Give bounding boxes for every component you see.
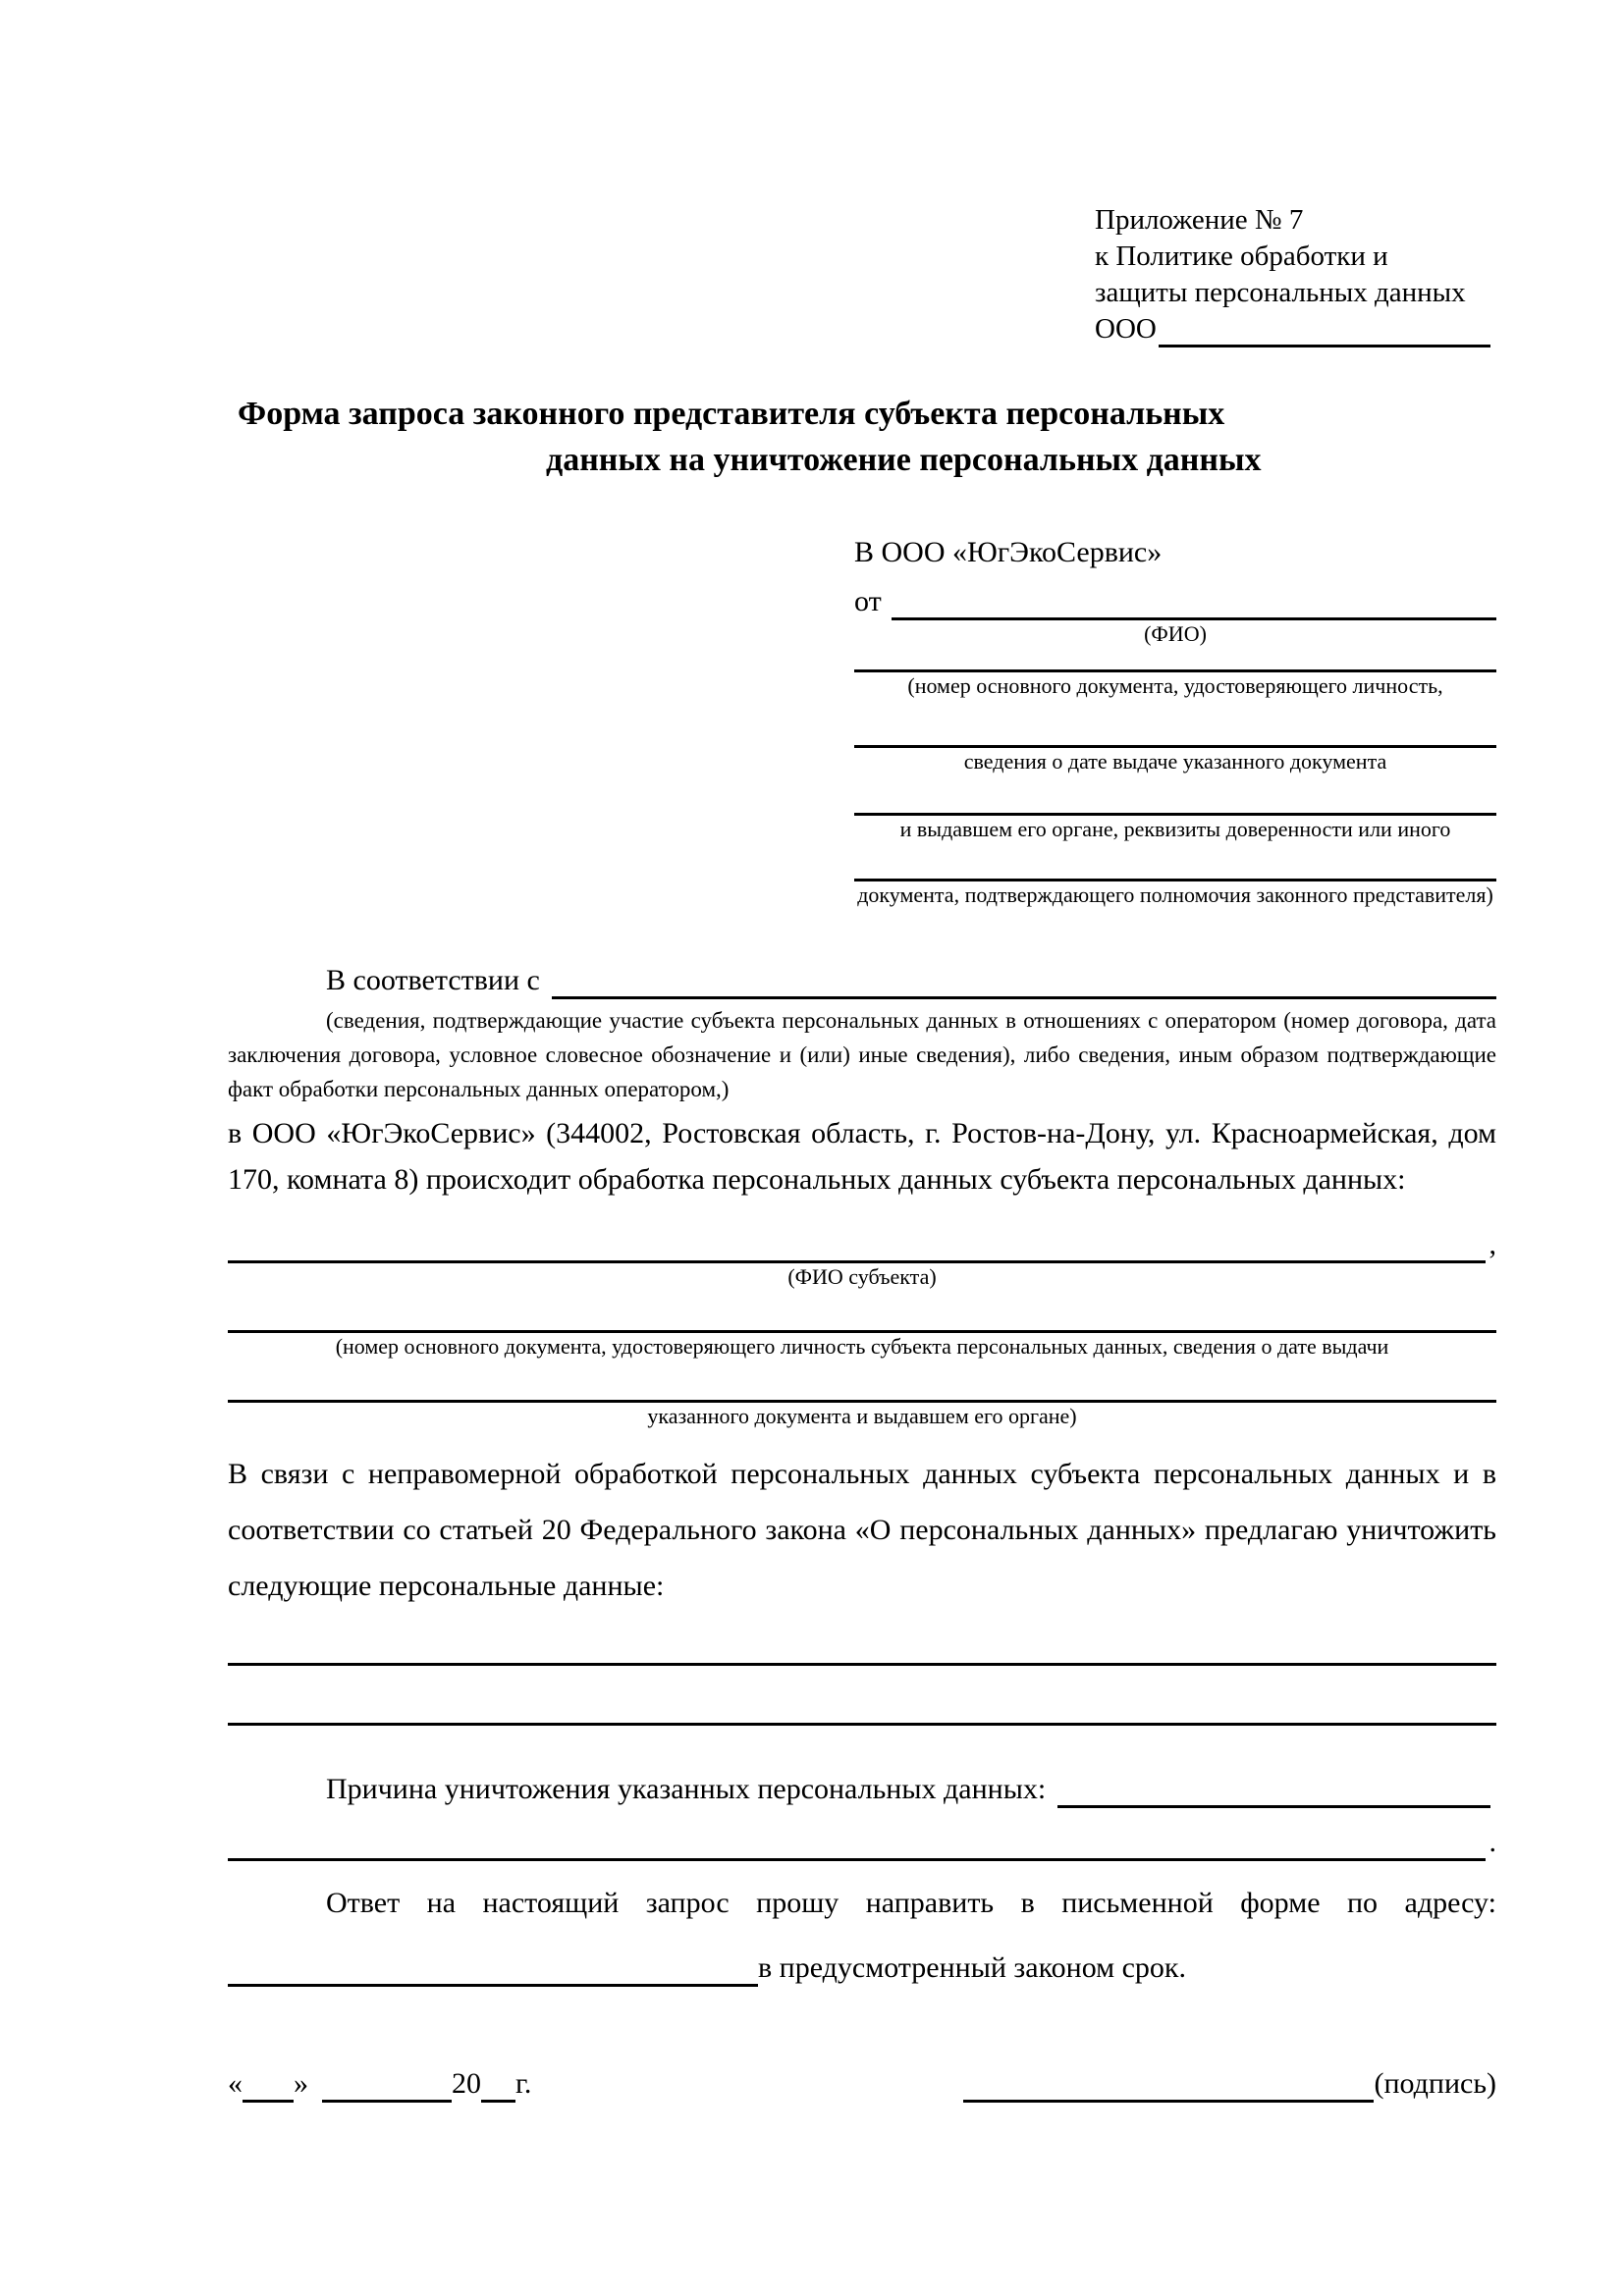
date-month-blank-field[interactable] <box>322 2090 452 2103</box>
document-caption-2: сведения о дате выдаче указанного документа <box>963 749 1387 774</box>
fio-caption: (ФИО) <box>1144 621 1207 646</box>
signature-caption: (подпись) <box>1374 2067 1496 2100</box>
subject-document-blank-field[interactable] <box>228 1291 1496 1333</box>
reason-continuation-row <box>228 1824 1496 1861</box>
data-to-destroy-blank-field-2[interactable] <box>228 1666 1496 1726</box>
addressee-to: В ООО «ЮгЭкоСервис» <box>854 536 1163 568</box>
date-quote-close: » <box>294 2067 308 2100</box>
header-line-policy: к Политике обработки и <box>1095 240 1388 272</box>
document-body <box>228 962 1496 1987</box>
signature-blank-field[interactable] <box>963 2090 1374 2103</box>
reason-label: Причина уничтожения указанных персональных данных: <box>326 1773 1047 1805</box>
data-to-destroy-blank-field-1[interactable] <box>228 1614 1496 1666</box>
accordance-row <box>228 962 1496 999</box>
representative-document-blank-field[interactable] <box>854 648 1496 672</box>
fio-subject-caption: (ФИО субъекта) <box>787 1264 937 1289</box>
subject-name-row <box>228 1226 1496 1263</box>
date-year-suffix: г. <box>515 2067 532 2100</box>
reason-row <box>228 1771 1496 1808</box>
ooo-name-blank-field[interactable] <box>1159 335 1490 347</box>
header-line-appendix: Приложение № 7 <box>1095 204 1304 236</box>
representative-name-blank-field[interactable] <box>892 608 1496 620</box>
answer-paragraph: Ответ на настоящий запрос прошу направить в письменной форме по адресу: <box>326 1887 1496 1919</box>
subject-name-blank-field[interactable] <box>228 1251 1486 1263</box>
title-line-1: Форма запроса законного представителя субъекта персональных <box>238 396 1225 432</box>
subject-document-caption-1: (номер основного документа, удостоверяющего личность субъекта персональных данных, сведения о дате выдачи <box>335 1334 1389 1359</box>
signature-group <box>963 2065 1496 2103</box>
date-year-blank-field[interactable] <box>481 2090 515 2103</box>
from-row <box>854 583 1496 620</box>
title-line-2: данных на уничтожение персональных данных <box>546 442 1262 478</box>
document-caption-3: и выдавшем его органе, реквизиты доверенности или иного <box>899 817 1451 841</box>
from-label: от <box>854 585 882 617</box>
document-caption-4: документа, подтверждающего полномочия законного представителя) <box>857 882 1493 907</box>
unlawful-processing-paragraph: В связи с неправомерной обработкой персональных данных субъекта персональных данных и в соответствии со статьей 20 Федерального закона «О персональных данных» предлагаю уничтожить следующие персональные данные: <box>228 1458 1496 1602</box>
authority-document-blank-field[interactable] <box>854 843 1496 881</box>
document-issue-date-blank-field[interactable] <box>854 700 1496 748</box>
subject-document-authority-blank-field[interactable] <box>228 1361 1496 1403</box>
date-quote-open: « <box>228 2067 243 2100</box>
date-day-blank-field[interactable] <box>243 2090 294 2103</box>
subject-line-comma: , <box>1489 1228 1496 1260</box>
header-line-protection: защиты персональных данных <box>1095 277 1466 308</box>
answer-suffix: в предусмотренный законом срок. <box>758 1951 1186 1984</box>
accordance-fine-print: (сведения, подтверждающие участие субъекта персональных данных в отношениях с оператором (номер договора, дата заключения договора, условное словесное обозначение и (или) иные сведения), либо сведения, иным образом подтверждающие факт обработки персональных данных оператором,) <box>228 1008 1496 1101</box>
issuing-authority-blank-field[interactable] <box>854 775 1496 816</box>
header-ooo-label: ООО <box>1095 313 1157 345</box>
accordance-label: В соответствии с <box>326 964 540 996</box>
addressee-block <box>854 534 1496 909</box>
answer-address-row <box>228 1949 1496 1987</box>
date-year-prefix: 20 <box>452 2067 481 2100</box>
reason-blank-field[interactable] <box>1057 1795 1490 1808</box>
reason-blank-field-2[interactable] <box>228 1848 1486 1861</box>
header-ooo-row <box>1095 311 1490 347</box>
answer-address-blank-field[interactable] <box>228 1974 758 1987</box>
document-caption-1: (номер основного документа, удостоверяющего личность, <box>907 673 1443 698</box>
header-block <box>1095 202 1490 347</box>
accordance-blank-field[interactable] <box>552 987 1496 999</box>
operator-paragraph: в ООО «ЮгЭкоСервис» (344002, Ростовская область, г. Ростов-на-Дону, ул. Красноармейская, дом 170, комната 8) происходит обработка персональных данных субъекта персональных данных: <box>228 1117 1496 1196</box>
reason-line-period: . <box>1489 1826 1496 1858</box>
subject-document-caption-2: указанного документа и выдавшем его органе) <box>647 1404 1077 1428</box>
footer-row <box>228 2065 1496 2103</box>
date-group <box>228 2065 531 2103</box>
document-title <box>228 391 1496 483</box>
